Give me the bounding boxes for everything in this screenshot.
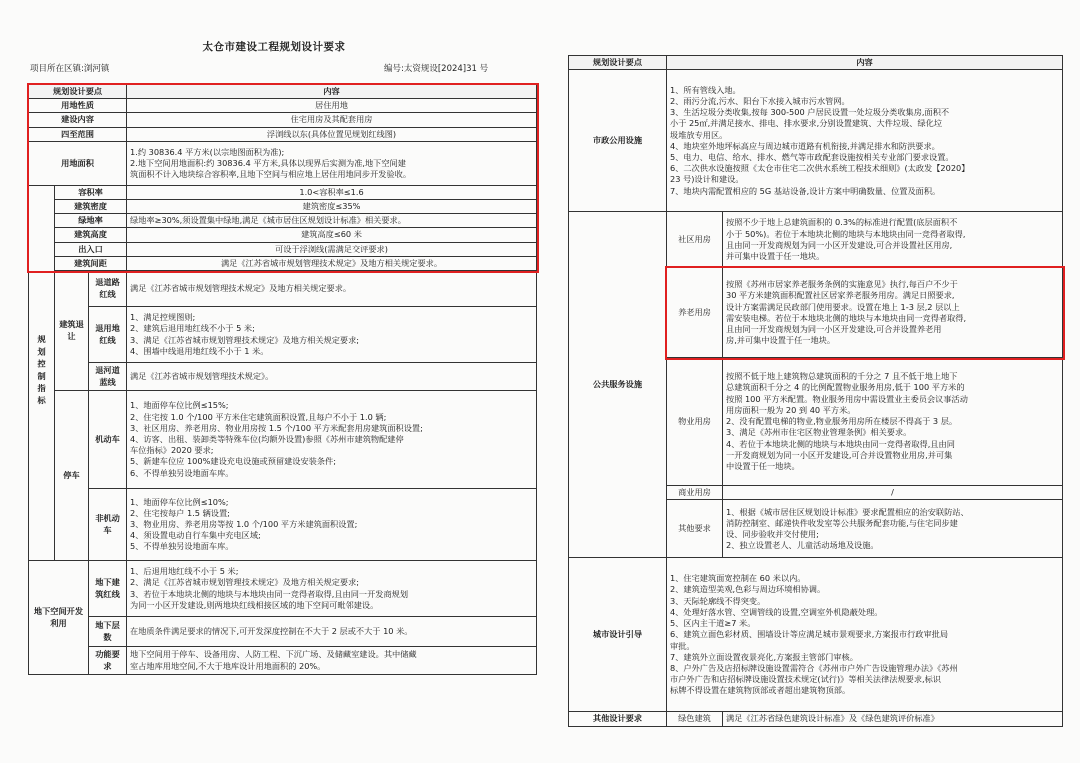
municipal-line: 23 号)设计和建设。 bbox=[670, 174, 744, 185]
design-line: 8、户外广告及店招标牌设施设置需符合《苏州市户外广告设施管理办法》《苏州 bbox=[670, 662, 958, 673]
property-line: 中设置于任一地块。 bbox=[726, 460, 800, 471]
property-line: 总建筑面积千分之 4 的比例配置物业服务用房,低于 100 平方米的 bbox=[726, 382, 965, 393]
elderly-line: 设计方案需满足民政部门使用要求。设置在地上 1-3 层,2 层以上 bbox=[726, 301, 960, 312]
elderly-line: 需安装电梯。若位于本地块北侧的地块与本地块由同一竞得者取得, bbox=[726, 312, 967, 323]
motor-line: 车位指标》2020 要求; bbox=[130, 445, 214, 456]
setback-river-val: 满足《江苏省城市规划管理技术规定》。 bbox=[127, 363, 537, 391]
nonmotor-line: 3、物业用房、养老用房等按 1.0 个/100 平方米建筑面积设置; bbox=[130, 518, 358, 529]
area-line: 筑面积不计入地块综合容积率,且地下空间与相应地上居住用地同步开发验收。 bbox=[130, 168, 412, 179]
underground-function-val bbox=[127, 647, 537, 675]
design-guide-key: 城市设计引导 bbox=[569, 558, 667, 712]
underground-function-key: 功能要求 bbox=[89, 647, 127, 675]
row-val-area bbox=[127, 141, 537, 185]
motor-line: 3、社区用房、养老用房、物业用房按 1.5 个/100 平方米配套用房建筑面积设置; bbox=[130, 422, 423, 433]
elderly-line: 且由同一开发商规划为同一小区开发建设,可合并设置养老用 bbox=[726, 323, 942, 334]
property-line: 3、满足《苏州市住宅区物业管理条例》相关要求。 bbox=[726, 427, 912, 438]
right-requirements-table bbox=[568, 55, 1063, 727]
public-services-label: 公共服务设施 bbox=[569, 212, 667, 558]
design-guide-val bbox=[667, 558, 1063, 712]
row-key-green: 绿地率 bbox=[55, 214, 127, 228]
property-line: 一开发商规划为同一小区开发建设,可合并设置物业用房,并可集 bbox=[726, 449, 953, 460]
motor-line: 1、地面停车位比例≤15%; bbox=[130, 400, 229, 411]
header-content: 内容 bbox=[667, 56, 1063, 70]
community-val bbox=[723, 212, 1063, 268]
other-req-val bbox=[723, 500, 1063, 558]
municipal-line: 小于 25㎡,并满足接水、排电、排水要求,分别设置建筑、大件垃圾、绿化垃 bbox=[670, 118, 943, 129]
nonmotor-line: 4、须设置电动自行车集中充电区域; bbox=[130, 530, 261, 541]
row-key-boundary: 四至范围 bbox=[29, 127, 127, 141]
redline-line: 为同一小区开发建设,则两地块红线相接区域的地下空间可毗邻建设。 bbox=[130, 599, 379, 610]
row-key-area: 用地面积 bbox=[29, 141, 127, 185]
municipal-key: 市政公用设施 bbox=[569, 70, 667, 212]
elderly-line: 房,并可集中设置于任一地块。 bbox=[726, 335, 836, 346]
property-line: 按照 100 平方米配置。物业服务用房中需设置业主委员会议事活动 bbox=[726, 393, 968, 404]
row-val-density: 建筑密度≤35% bbox=[127, 200, 537, 214]
parking-nonmotor-val bbox=[127, 489, 537, 561]
header-content: 内容 bbox=[127, 85, 537, 99]
row-val-content: 住宅用房及其配套用房 bbox=[127, 113, 537, 127]
row-val-spacing: 满足《江苏省城市规划管理技术规定》及地方相关规定要求。 bbox=[127, 256, 537, 270]
community-line: 且由同一开发商规划为同一小区开发建设,可合并设置社区用房, bbox=[726, 239, 953, 250]
other-req-key: 其他要求 bbox=[667, 500, 723, 558]
header-key: 规划设计要点 bbox=[29, 85, 127, 99]
design-line: 6、建筑立面色彩材质、围墙设计等应满足城市景观要求,方案报市行政审批局 bbox=[670, 629, 949, 640]
motor-line: 4、访客、出租、装卸类等特殊车位(均额外设置)参照《苏州市建筑物配建停 bbox=[130, 433, 404, 444]
row-key-content: 建设内容 bbox=[29, 113, 127, 127]
property-line: 4、若位于本地块北侧的地块与本地块由同一竞得者取得,且由同 bbox=[726, 438, 955, 449]
row-val-far: 1.0<容积率≤1.6 bbox=[127, 185, 537, 199]
setback-land-key: 退用地红线 bbox=[89, 307, 127, 363]
parking-motor-key: 机动车 bbox=[89, 391, 127, 489]
nonmotor-line: 1、地面停车位比例≤10%; bbox=[130, 496, 229, 507]
property-line: 按照不低于地上建筑物总建筑面积的千分之 7 且不低于地上地下 bbox=[726, 371, 958, 382]
municipal-line: 3、生活垃圾分类收集,按每 300-500 户居民设置一处垃圾分类收集房,面积不 bbox=[670, 107, 950, 118]
design-line: 1、住宅建筑面宽控制在 60 米以内。 bbox=[670, 573, 806, 584]
commercial-val: / bbox=[723, 486, 1063, 500]
other-line: 设、同步验收并交付使用; bbox=[726, 528, 819, 539]
motor-line: 6、不得单独另设地面车库。 bbox=[130, 467, 234, 478]
municipal-line: 6、二次供水设施按照《太仓市住宅二次供水系统工程技术细则》(太政发【2020】 bbox=[670, 163, 970, 174]
setback-land-line: 4、围墙中线退用地红线不小于 1 米。 bbox=[130, 345, 269, 356]
setback-land-line: 3、满足《江苏省城市规划管理技术规定》及地方相关规定要求; bbox=[130, 334, 360, 345]
redline-line: 3、若位于本地块北侧的地块与本地块由同一竞得者取得,且由同一开发商规划 bbox=[130, 588, 409, 599]
left-requirements-table bbox=[28, 84, 537, 675]
row-val-green: 绿地率≥30%,须设置集中绿地,满足《城市居住区规划设计标准》相关要求。 bbox=[127, 214, 537, 228]
area-line: 1.约 30836.4 平方米(以宗地图面积为准); bbox=[130, 146, 285, 157]
area-line: 2.地下空间用地面积:约 30836.4 平方米,具体以现界后实测为准,地下空间建 bbox=[130, 157, 406, 168]
underground-redline-key: 地下建筑红线 bbox=[89, 561, 127, 617]
row-key-height: 建筑高度 bbox=[55, 228, 127, 242]
design-line: 审批。 bbox=[670, 640, 695, 651]
row-key-spacing: 建筑间距 bbox=[55, 256, 127, 270]
municipal-line: 5、电力、电信、给水、排水、燃气等市政配套设施按相关专业部门要求设置。 bbox=[670, 151, 954, 162]
elderly-key: 养老用房 bbox=[667, 268, 723, 358]
underground-floors-key: 地下层数 bbox=[89, 617, 127, 647]
municipal-line: 7、地块内需配置相应的 5G 基站设备,设计方案中明确数量、位置及面积。 bbox=[670, 185, 941, 196]
property-val bbox=[723, 358, 1063, 486]
setback-land-val bbox=[127, 307, 537, 363]
parking-motor-val bbox=[127, 391, 537, 489]
green-building-val: 满足《江苏省绿色建筑设计标准》及《绿色建筑评价标准》 bbox=[723, 712, 1063, 726]
elderly-line: 30 平方米建筑面积配置社区居家养老服务用房。满足日照要求, bbox=[726, 290, 955, 301]
setback-land-line: 2、建筑后退用地红线不小于 5 米; bbox=[130, 323, 255, 334]
community-line: 按照不少于地上总建筑面积的 0.3%的标准进行配置(底层面积不 bbox=[726, 217, 958, 228]
row-key-entrance: 出入口 bbox=[55, 242, 127, 256]
row-key-density: 建筑密度 bbox=[55, 200, 127, 214]
property-key: 物业用房 bbox=[667, 358, 723, 486]
community-line: 并可集中设置于任一地块。 bbox=[726, 250, 825, 261]
project-location: 项目所在区镇:浏河镇 bbox=[30, 64, 110, 74]
design-line: 3、天际轮廓线不得突变。 bbox=[670, 595, 766, 606]
underground-label: 地下空间开发利用 bbox=[29, 561, 89, 675]
design-line: 4、处理好落水管、空调管线的设置,空调室外机隐蔽处理。 bbox=[670, 606, 883, 617]
redline-line: 2、满足《江苏省城市规划管理技术规定》及地方相关规定要求; bbox=[130, 577, 360, 588]
nonmotor-line: 2、住宅按每户 1.5 辆设置; bbox=[130, 507, 230, 518]
design-line: 标牌不得设置在建筑物顶部或者超出建筑物顶部。 bbox=[670, 685, 851, 696]
document-code: 编号:太资规设[2024]31 号 bbox=[384, 64, 489, 74]
property-line: 2、没有配置电梯的物业,物业服务用房所在楼层不得高于 3 层。 bbox=[726, 416, 958, 427]
municipal-line: 4、地块室外地坪标高应与周边城市道路有机衔接,并满足排水和防洪要求。 bbox=[670, 140, 940, 151]
parking-label: 停车 bbox=[55, 391, 89, 561]
design-line: 5、区内主干道≥7 米。 bbox=[670, 618, 756, 629]
community-line: 小于 50%)。若位于本地块北侧的地块与本地块由同一竞得者取得, bbox=[726, 228, 966, 239]
other-design-key: 其他设计要求 bbox=[569, 712, 667, 726]
setback-road-key: 退道路红线 bbox=[89, 271, 127, 307]
document-title: 太仓市建设工程规划设计要求 bbox=[202, 41, 346, 53]
setback-road-val: 满足《江苏省城市规划管理技术规定》及地方相关规定要求。 bbox=[127, 271, 537, 307]
design-line: 市户外广告和店招标牌设施设置技术规定(试行)》等相关法律法规要求,标识 bbox=[670, 674, 941, 685]
elderly-line: 按照《苏州市居家养老服务条例的实施意见》执行,每百户不少于 bbox=[726, 279, 958, 290]
elderly-val bbox=[723, 268, 1063, 358]
community-key: 社区用房 bbox=[667, 212, 723, 268]
header-key: 规划设计要点 bbox=[569, 56, 667, 70]
function-line: 室占地库用地空间,不大于地库设计用地面积的 20%。 bbox=[130, 660, 326, 671]
property-line: 用房面积一般为 20 到 40 平方米。 bbox=[726, 404, 856, 415]
municipal-val bbox=[667, 70, 1063, 212]
municipal-line: 1、所有管线入地。 bbox=[670, 84, 741, 95]
control-indicators-label bbox=[29, 185, 55, 560]
function-line: 地下空间用于停车、设备用房、人防工程、下沉广场、及储藏室建设。其中储藏 bbox=[130, 649, 417, 660]
setback-label: 建筑退让 bbox=[55, 271, 89, 391]
row-val-height: 建筑高度≤60 米 bbox=[127, 228, 537, 242]
redline-line: 1、后退用地红线不小于 5 米; bbox=[130, 566, 239, 577]
control-label-text: 规划控制指标 bbox=[37, 334, 48, 408]
other-line: 1、根据《城市居住区规划设计标准》要求配置相应的治安联防站、 bbox=[726, 506, 969, 517]
design-line: 2、建筑造型美观,色彩与周边环境相协调。 bbox=[670, 584, 826, 595]
other-line: 消防控制室、邮递快件收发室等公共服务配套功能,与住宅同步建 bbox=[726, 517, 958, 528]
setback-river-key: 退河道蓝线 bbox=[89, 363, 127, 391]
green-building-key: 绿色建筑 bbox=[667, 712, 723, 726]
row-val-boundary: 浮浏线以东(具体位置见规划红线图) bbox=[127, 127, 537, 141]
motor-line: 5、新建车位应 100%建设充电设施或预留建设安装条件; bbox=[130, 456, 336, 467]
municipal-line: 2、雨污分流,污水、阳台下水接入城市污水管网。 bbox=[670, 95, 850, 106]
municipal-line: 圾堆放专用区。 bbox=[670, 129, 728, 140]
design-line: 7、建筑外立面设置夜景亮化,方案报主管部门审核。 bbox=[670, 651, 858, 662]
underground-floors-val: 在地质条件满足要求的情况下,可开发深度控制在不大于 2 层或不大于 10 米。 bbox=[127, 617, 537, 647]
row-key-land-use: 用地性质 bbox=[29, 99, 127, 113]
underground-redline-val bbox=[127, 561, 537, 617]
nonmotor-line: 5、不得单独另设地面车库。 bbox=[130, 541, 234, 552]
row-val-land-use: 居住用地 bbox=[127, 99, 537, 113]
commercial-key: 商业用房 bbox=[667, 486, 723, 500]
other-line: 2、独立设置老人、儿童活动场地及设施。 bbox=[726, 540, 879, 551]
parking-nonmotor-key: 非机动车 bbox=[89, 489, 127, 561]
row-val-entrance: 可设于浮浏线(需满足交评要求) bbox=[127, 242, 537, 256]
setback-land-line: 1、满足控规图则; bbox=[130, 312, 196, 323]
motor-line: 2、住宅按 1.0 个/100 平方米住宅建筑面积设置,且每户不小于 1.0 辆; bbox=[130, 411, 387, 422]
row-key-far: 容积率 bbox=[55, 185, 127, 199]
right-page bbox=[548, 0, 1080, 763]
